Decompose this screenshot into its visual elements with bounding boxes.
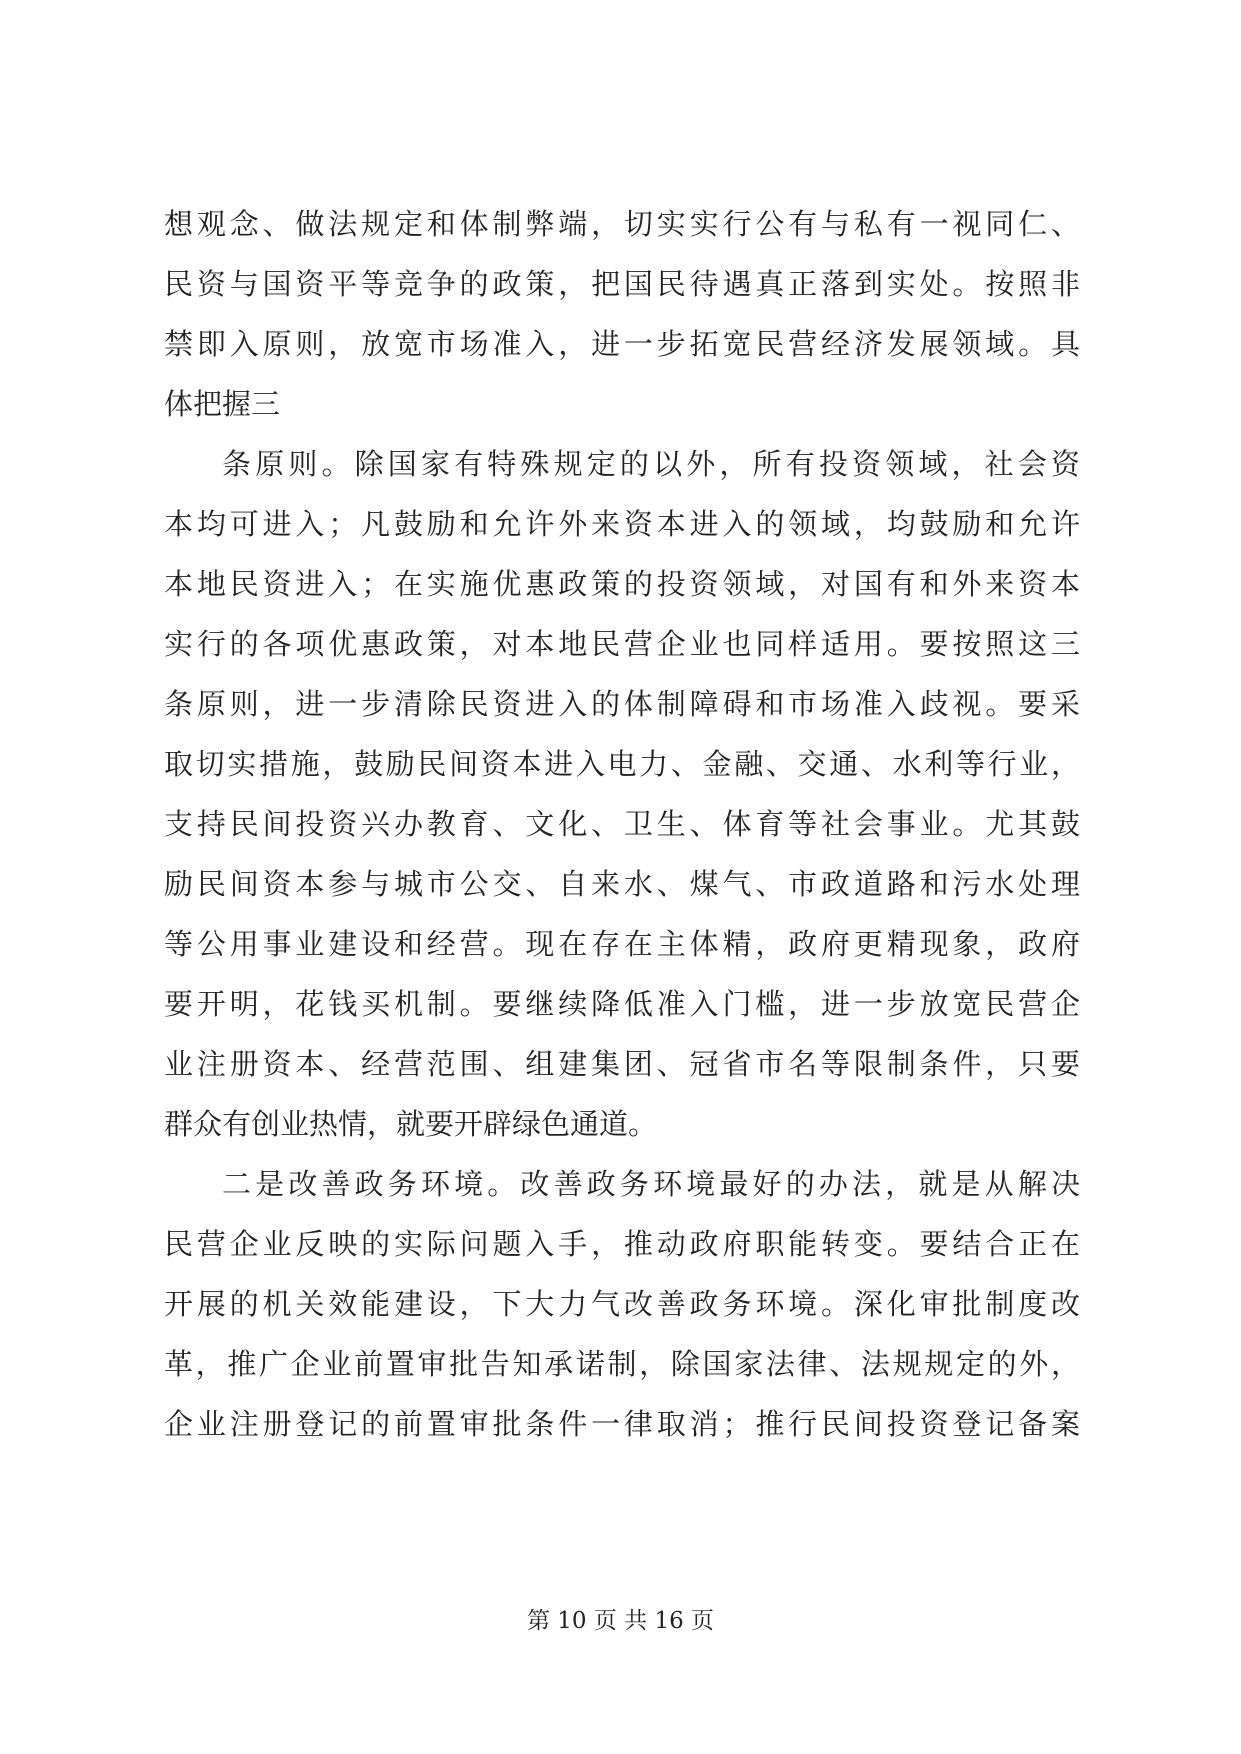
text-line: 要开明，花钱买机制。要继续降低准入门槛，进一步放宽民营企 — [164, 987, 1080, 1021]
text-line: 禁即入原则，放宽市场准入，进一步拓宽民营经济发展领域。具 — [164, 327, 1080, 361]
text-line: 等公用事业建设和经营。现在存在主体精，政府更精现象，政府 — [164, 927, 1080, 961]
text-line: 民资与国资平等竞争的政策，把国民待遇真正落到实处。按照非 — [164, 267, 1080, 301]
document-body — [164, 194, 1080, 1454]
text-line: 本均可进入；凡鼓励和允许外来资本进入的领域，均鼓励和允许 — [164, 507, 1080, 541]
text-line: 实行的各项优惠政策，对本地民营企业也同样适用。要按照这三 — [164, 627, 1080, 661]
text-line: 业注册资本、经营范围、组建集团、冠省市名等限制条件，只要 — [164, 1047, 1080, 1081]
text-line: 体把握三 — [164, 387, 281, 421]
text-line: 条原则，进一步清除民资进入的体制障碍和市场准入歧视。要采 — [164, 687, 1080, 721]
text-line: 革，推广企业前置审批告知承诺制，除国家法律、法规规定的外， — [164, 1347, 1080, 1381]
text-line: 支持民间投资兴办教育、文化、卫生、体育等社会事业。尤其鼓 — [164, 807, 1080, 841]
page-number-footer: 第 10 页 共 16 页 — [526, 1608, 715, 1634]
text-line: 开展的机关效能建设，下大力气改善政务环境。深化审批制度改 — [164, 1287, 1080, 1321]
text-line: 取切实措施，鼓励民间资本进入电力、金融、交通、水利等行业， — [164, 747, 1080, 781]
text-line: 企业注册登记的前置审批条件一律取消；推行民间投资登记备案 — [164, 1407, 1080, 1441]
text-line: 本地民资进入；在实施优惠政策的投资领域，对国有和外来资本 — [164, 567, 1080, 601]
paragraph-start-line: 条原则。除国家有特殊规定的以外，所有投资领域，社会资 — [222, 447, 1080, 481]
text-line: 想观念、做法规定和体制弊端，切实实行公有与私有一视同仁、 — [164, 207, 1080, 241]
text-line: 民营企业反映的实际问题入手，推动政府职能转变。要结合正在 — [164, 1227, 1080, 1261]
text-line: 群众有创业热情，就要开辟绿色通道。 — [164, 1107, 658, 1141]
text-line: 励民间资本参与城市公交、自来水、煤气、市政道路和污水处理 — [164, 867, 1080, 901]
paragraph-start-line: 二是改善政务环境。改善政务环境最好的办法，就是从解决 — [222, 1167, 1080, 1201]
